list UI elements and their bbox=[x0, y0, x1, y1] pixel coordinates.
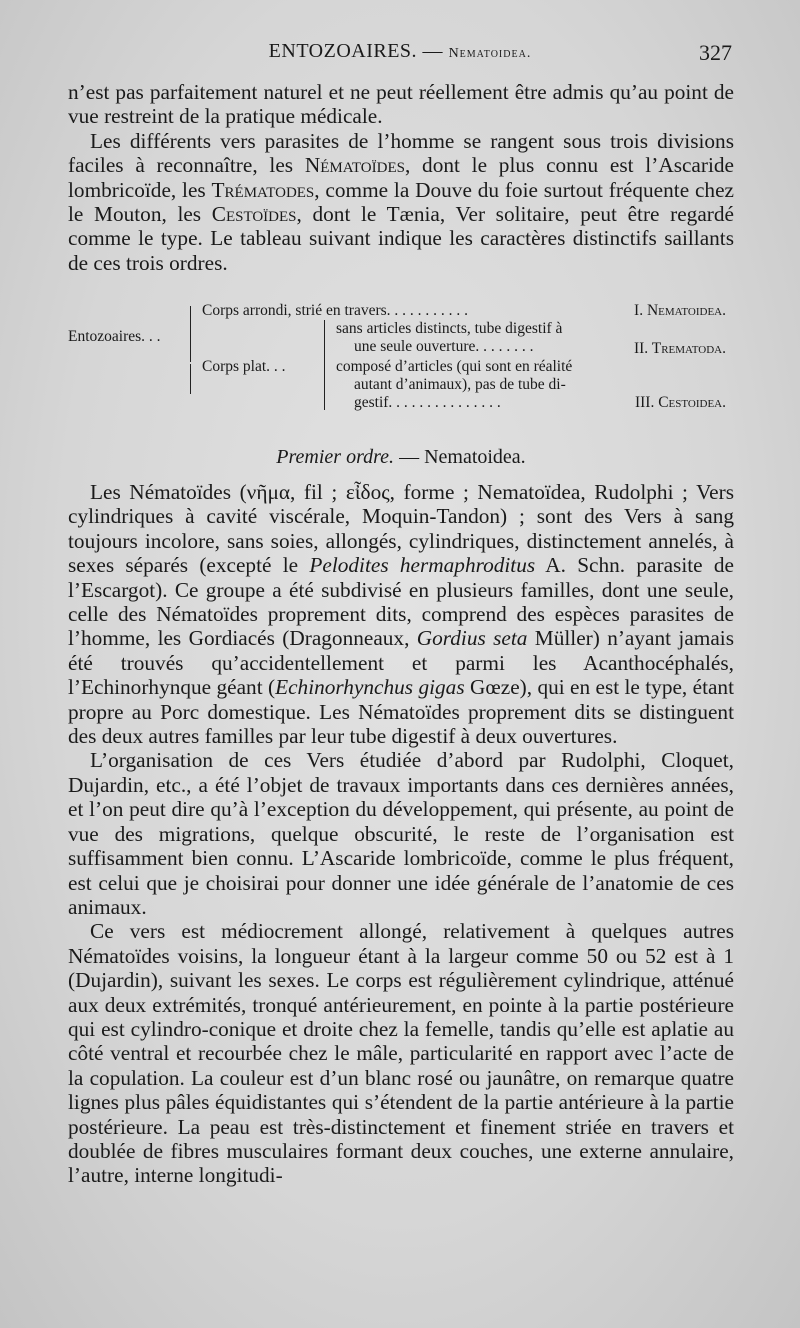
species-gordius: Gordius seta bbox=[416, 626, 528, 651]
classification-table bbox=[68, 300, 734, 412]
running-title-sub: Nematoidea. bbox=[448, 46, 532, 61]
section-heading bbox=[68, 446, 734, 469]
paragraph-divisions bbox=[68, 129, 734, 275]
row3-line1: composé d’articles (qui sont en réalité bbox=[336, 358, 573, 375]
running-title-main: ENTOZOAIRES. — bbox=[268, 40, 444, 62]
section-heading-italic: Premier ordre. bbox=[276, 446, 395, 468]
paragraph-organisation: L’organisation de ces Vers étudiée d’abord par Rudolphi, Cloquet, Dujardin, etc., a été l’objet de travaux importants dans ces dernières années, et l’on peut dire qu’à l’exception du développement, qui présente, au point de vue des migrations, quelque obscurité, le reste de l’organisation est suffisamment bien connu. L’Ascaride lombricoïde, comme le plus fréquent, est celui que je choisirai pour donner une idée générale de l’anatomie de ces animaux. bbox=[68, 748, 734, 919]
row3-result: III. Cestoidea. bbox=[634, 394, 726, 411]
outer-brace-bottom bbox=[190, 364, 191, 394]
text-run: Gœze), qui en est le type, étant propre au Porc domestique. Les Nématoïdes proprement dits se distinguent des deux autres familles par leur tube digestif à deux ouvertures. bbox=[68, 675, 735, 749]
paragraph-nematoides bbox=[68, 480, 734, 748]
inner-brace bbox=[324, 320, 325, 410]
table-root-label: Entozoaires. . . bbox=[68, 328, 161, 345]
text-run: Müller) n’ayant jamais été trouvés qu’accidentellement et parmi les Acanthocéphalés, l’Echinorhynque géant ( bbox=[68, 626, 734, 700]
text-run: A. Schn. parasite de l’Escargot). Ce groupe a été subdivisé en plusieurs familles, dont une seule, celle des Nématoïdes proprement dits, comprend des espèces parasites de l’homme, les Gordiacés (Dragonneaux, bbox=[68, 553, 734, 651]
running-title bbox=[68, 40, 732, 63]
row3-line2: autant d’animaux), pas de tube di- bbox=[354, 376, 566, 393]
term-nematoides: Nématoïdes bbox=[304, 153, 405, 178]
outer-brace-top bbox=[190, 306, 191, 362]
text-run: , dont le plus connu est l’Ascaride lombricoïde, les bbox=[68, 153, 734, 202]
corps-plat-label: Corps plat. . . bbox=[202, 358, 286, 375]
species-echinorhynchus: Echinorhynchus gigas bbox=[275, 675, 465, 700]
text-run: Les Nématoïdes (νῆμα, fil ; εἶδος, forme ; Nematoïdea, Rudolphi ; Vers cylindriques à cavité viscérale, Moquin-Tandon) ; sont des Vers à sang toujours incolore, sans soies, allongés, cylindriques, distinctement annelés, à sexes séparés (excepté le bbox=[68, 480, 734, 578]
section-heading-rest: — Nematoidea. bbox=[394, 446, 526, 468]
paragraph-continuation: n’est pas parfaitement naturel et ne peut réellement être admis qu’au point de vue restreint de la pratique médicale. bbox=[68, 80, 734, 129]
term-cestoides: Cestoïdes bbox=[211, 202, 297, 227]
row1-text: Corps arrondi, strié en travers. . . . . . . . . . . bbox=[202, 302, 469, 319]
row1-result: I. Nematoidea. bbox=[634, 302, 726, 319]
species-pelodites: Pelodites hermaphroditus bbox=[309, 553, 536, 578]
page-number: 327 bbox=[699, 40, 732, 65]
main-text bbox=[68, 480, 734, 1188]
row2-line2: une seule ouverture. . . . . . . . bbox=[354, 338, 534, 355]
row2-result: II. Trematoda. bbox=[633, 340, 726, 357]
text-run: , comme la Douve du foie surtout fréquente chez le Mouton, les bbox=[68, 177, 734, 227]
running-header bbox=[68, 40, 732, 70]
text-run: Les différents vers parasites de l’homme se rangent sous trois divisions faciles à reconnaître, les bbox=[68, 128, 734, 178]
term-trematodes: Trématodes bbox=[211, 177, 315, 202]
row3-line3: gestif. . . . . . . . . . . . . . . bbox=[354, 394, 501, 411]
intro-text bbox=[68, 80, 734, 275]
paragraph-description: Ce vers est médiocrement allongé, relativement à quelques autres Nématoïdes voisins, la longueur étant à la largeur comme 50 ou 52 est à 1 (Dujardin), suivant les sexes. Le corps est régulièrement cylindrique, atténué aux deux extrémités, tronqué antérieurement, en pointe à la partie postérieure qui est cylindro-conique et droite chez la femelle, tandis qu’elle est aplatie au côté ventral et recourbée chez le mâle, particularité en rapport avec l’acte de la copulation. La couleur est d’un blanc rosé ou jaunâtre, on remarque quatre lignes plus pâles équidistantes qui s’étendent de la partie antérieure à la partie postérieure. La peau est très-distinctement et finement striée en travers et doublée de fibres musculaires formant deux couches, une externe annulaire, l’autre, interne longitudi- bbox=[68, 919, 734, 1188]
text-run: , dont le Tænia, Ver solitaire, peut être regardé comme le type. Le tableau suivant indique les caractères distinctifs saillants de ces trois ordres. bbox=[68, 202, 734, 275]
row2-line1: sans articles distincts, tube digestif à bbox=[336, 320, 563, 337]
